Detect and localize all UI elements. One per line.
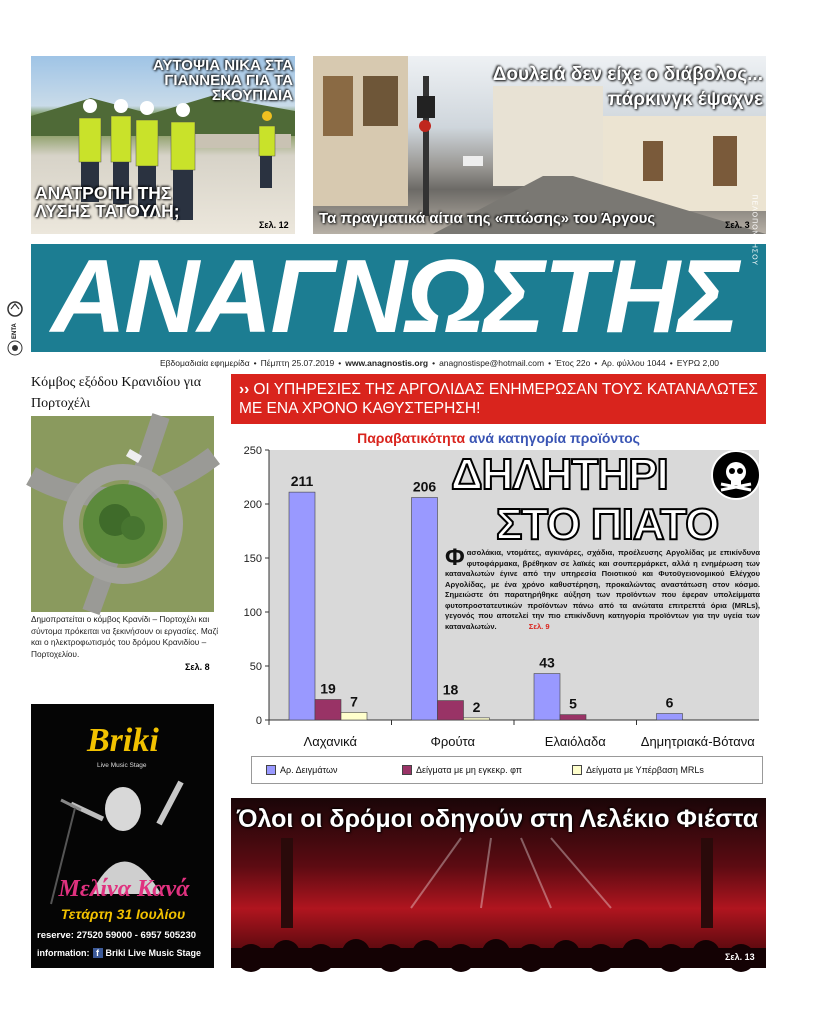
bar-data-label: 2	[472, 698, 481, 715]
y-tick-label: 50	[249, 661, 262, 673]
info-date: Πέμπτη 25.07.2019	[260, 358, 335, 368]
info-bar	[160, 358, 766, 368]
legend-label: Δείγματα με μη εγκεκρ. φπ	[416, 765, 522, 775]
info-bullet: •	[548, 358, 552, 368]
bar-data-label: 5	[569, 695, 577, 712]
feature-body: ασολάκια, ντομάτες, αγκινάρες, σχάδια, προέλευσης Αργολίδας με επικίνδυνα φυτοφάρμακα, βρέθηκαν σε λαϊκές και σουπερμάρκετ, αλλά η ενημέρωση των καταναλωτών έγινε από την υπηρεσία Ποιοτικού και Φυτοϋγειονομικού Ελέγχου Αργολίδας, με ένα χρόνο καθυστέρηση, προκαλώντας αναστάτωση στον κόσμο. Σημειώστε ότι παρατηρήθηκε αύξηση των προϊόντων που έφεραν υπολείμματα φυτοπροστατευτικών προϊόντων πάνω από τα ανώτατα επιτρεπτά όρια (MRLs), γεγονός που αποτελεί την πιο επικίνδυνη κατηγορία προϊόντων για την υγεία των καταναλωτών.	[445, 548, 760, 631]
bar	[438, 701, 464, 720]
briki-info-label: information:	[37, 948, 90, 958]
bar	[657, 714, 683, 720]
bar-data-label: 43	[539, 654, 555, 671]
seal-icon	[6, 339, 24, 357]
bar-data-label: 206	[412, 478, 437, 495]
chart-title-part2: ανά κατηγορία προϊόντος	[469, 430, 640, 446]
top-left-page-ref: Σελ. 12	[259, 220, 289, 230]
briki-date: Τετάρτη 31 Ιουλίου	[60, 906, 186, 922]
masthead-title: ΑΝΑΓΝΩΣΤΗΣ	[51, 239, 738, 355]
left-story-page-ref: Σελ. 8	[185, 662, 210, 672]
legend-swatch	[266, 765, 276, 775]
info-email[interactable]: anagnostispe@hotmail.com	[439, 358, 545, 368]
legend-label: Δείγματα με Υπέρβαση MRLs	[586, 765, 704, 775]
briki-reserve-row	[37, 930, 196, 941]
feature-headline-1[interactable]: ΔΗΛΗΤΗΡΙ	[451, 450, 668, 499]
recycle-icon	[6, 300, 24, 318]
briki-info-row	[37, 948, 201, 958]
feature-drop-cap: Φ	[445, 544, 465, 571]
feature-article	[445, 544, 760, 632]
briki-brand: Briki	[87, 722, 159, 759]
x-category-label: Φρούτα	[430, 734, 476, 749]
bar	[464, 718, 490, 720]
y-tick-label: 150	[243, 553, 262, 565]
bar	[534, 674, 560, 720]
banner-text	[239, 380, 759, 418]
info-bullet: •	[669, 358, 673, 368]
top-left-headline-top[interactable]: ΑΥΤΟΨΙΑ ΝΙΚΑ ΣΤΑ ΓΙΑΝΝΕΝΑ ΓΙΑ ΤΑ ΣΚΟΥΠΙΔΙΑ	[152, 57, 293, 104]
info-year: Έτος 22ο	[555, 358, 591, 368]
bar	[560, 715, 586, 720]
top-right-headline-bottom[interactable]: Τα πραγματικά αίτια της «πτώσης» του Άργους	[319, 210, 656, 227]
briki-ad[interactable]	[31, 704, 214, 968]
left-story-text: Δημοπρατείται ο κόμβος Κρανίδι – Πορτοχέλι και σύντομα πρόκειται να ξεκινήσουν οι εργασίες. Μαζί και ο ηλεκτροφωτισμός του δρόμου Κρανιδίου – Πορτοχελίου.	[31, 614, 219, 659]
feature-page-ref: Σελ. 9	[528, 621, 550, 631]
briki-info-fb[interactable]: Briki Live Music Stage	[105, 948, 202, 958]
legend-item	[572, 765, 704, 775]
banner-prefix: ››	[239, 381, 250, 398]
masthead-subtitle: ΠΕΛΟΠΟΝΝΗΣΟΥ	[751, 194, 758, 266]
bar-data-label: 7	[350, 693, 358, 710]
side-badge	[6, 300, 24, 360]
legend-swatch	[572, 765, 582, 775]
info-bullet: •	[594, 358, 598, 368]
left-story-title[interactable]: Κόμβος εξόδου Κρανιδίου για Πορτοχέλι	[31, 375, 202, 411]
info-bullet: •	[432, 358, 436, 368]
legend-swatch	[402, 765, 412, 775]
bottom-story-page-ref: Σελ. 13	[725, 952, 755, 962]
roundabout-illustration	[31, 416, 214, 612]
y-tick-label: 200	[243, 499, 262, 511]
bottom-story-photo[interactable]	[231, 798, 766, 968]
info-issue: Αρ. φύλλου 1044	[601, 358, 666, 368]
bar	[289, 492, 315, 720]
chart-legend	[251, 756, 763, 784]
top-left-photo[interactable]	[31, 56, 295, 234]
x-category-label: Λαχανικά	[303, 734, 357, 749]
banner-headline: ΟΙ ΥΠΗΡΕΣΙΕΣ ΤΗΣ ΑΡΓΟΛΙΔΑΣ ΕΝΗΜΕΡΩΣΑΝ ΤΟΥΣ ΚΑΤΑΝΑΛΩΤΕΣ ΜΕ ΕΝΑ ΧΡΟΝΟ ΚΑΘΥΣΤΕΡΗΣΗ!	[239, 381, 758, 417]
briki-reserve-phones[interactable]: 27520 59000 - 6957 505230	[76, 930, 197, 941]
top-right-photo[interactable]	[313, 56, 766, 234]
bar-data-label: 6	[665, 694, 674, 711]
bar-data-label: 18	[442, 681, 459, 698]
left-story-photo[interactable]	[31, 416, 214, 612]
info-bullet: •	[253, 358, 257, 368]
top-left-headline-bottom[interactable]: ΑΝΑΤΡΟΠΗ ΤΗΣ ΛΥΣΗΣ ΤΑΤΟΥΛΗ;	[35, 183, 180, 221]
chart-box	[231, 428, 766, 788]
y-tick-label: 250	[243, 445, 262, 457]
bottom-story-headline[interactable]: Όλοι οι δρόμοι οδηγούν στη Λελέκιο Φιέστα	[236, 805, 759, 833]
top-right-headline-top[interactable]: Δουλειά δεν είχε ο διάβολος... πάρκινγκ έψαχνε	[492, 64, 763, 110]
skull-glyph	[713, 452, 759, 498]
bar	[315, 699, 341, 720]
x-category-label: Ελαιόλαδα	[544, 734, 606, 749]
x-category-label: Δημητριακά-Βότανα	[640, 734, 755, 749]
briki-artist: Μελίνα Κανά	[58, 876, 190, 902]
feature-headline-2[interactable]: ΣΤΟ ΠΙΑΤΟ	[496, 500, 719, 549]
skull-icon	[711, 450, 761, 500]
legend-label: Αρ. Δειγμάτων	[280, 765, 338, 775]
y-tick-label: 0	[255, 715, 262, 727]
top-right-page-ref: Σελ. 3	[725, 220, 750, 230]
info-website[interactable]: www.anagnostis.org	[345, 358, 429, 368]
info-price: ΕΥΡΩ 2,00	[676, 358, 720, 368]
bar-data-label: 19	[320, 680, 336, 697]
facebook-icon: f	[93, 948, 103, 958]
info-bullet: •	[338, 358, 342, 368]
side-badge-text: ΕΝΤΑ	[12, 323, 18, 339]
bar-data-label: 211	[290, 473, 314, 490]
legend-item	[266, 765, 338, 775]
y-tick-label: 100	[243, 607, 262, 619]
info-weekly: Εβδομαδιαία εφημερίδα	[160, 358, 250, 368]
chart-title-part1: Παραβατικότητα	[357, 430, 466, 446]
red-banner[interactable]	[231, 374, 766, 424]
bar	[341, 712, 367, 720]
bar	[412, 498, 438, 720]
briki-reserve-label: reserve:	[37, 930, 74, 941]
briki-tagline: Live Music Stage	[97, 762, 147, 769]
legend-item	[402, 765, 522, 775]
